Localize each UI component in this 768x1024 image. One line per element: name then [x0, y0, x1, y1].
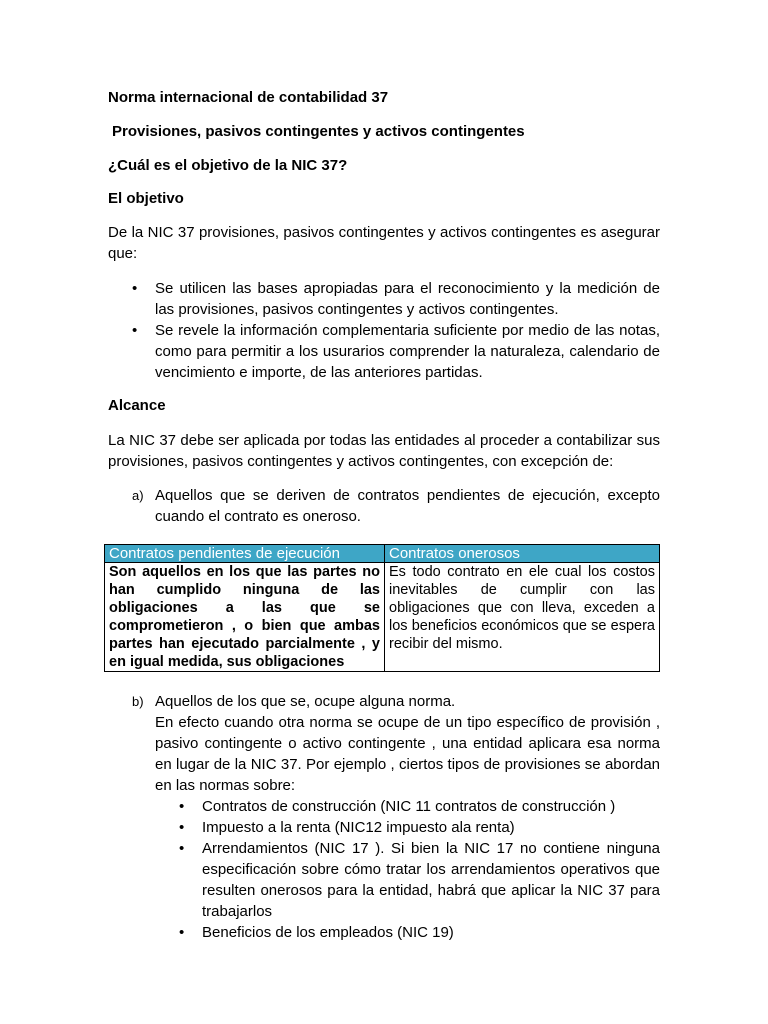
item-b-paragraph: En efecto cuando otra norma se ocupe de un tipo específico de provisión , pasivo contingente o activo contingente , una entidad aplicara esa norma en lugar de la NIC 37. Por ejemplo , ciertos tipos de provisiones se abordan en las normas sobre: — [155, 714, 660, 794]
scope-heading: Alcance — [108, 397, 166, 414]
list-item: • Impuesto a la renta (NIC12 impuesto ala renta) — [202, 817, 660, 838]
table-header-row — [105, 545, 660, 563]
table-cell: Es todo contrato en ele cual los costos inevitables de cumplir con las obligaciones que con lleva, exceden a los beneficios económicos que se espera recibir del mismo. — [385, 563, 660, 672]
contracts-table — [104, 544, 660, 672]
list-item: • Se revele la información complementaria suficiente por medio de las notas, como para permitir a los usurarios comprender la naturaleza, calendario de vencimiento e importe, de las anteriores partidas. — [155, 320, 660, 383]
list-item: • Contratos de construcción (NIC 11 contratos de construcción ) — [202, 796, 660, 817]
item-a-text: Aquellos que se deriven de contratos pendientes de ejecución, excepto cuando el contrato es oneroso. — [155, 487, 660, 525]
list-item: • Arrendamientos (NIC 17 ). Si bien la NIC 17 no contiene ninguna especificación sobre cómo tratar los arrendamientos operativos que resulten onerosos para la entidad, habrá que aplicar la NIC 37 para trabajarlos — [202, 838, 660, 922]
objective-bullet-list — [108, 278, 660, 383]
objective-paragraph: De la NIC 37 provisiones, pasivos contingentes y activos contingentes es asegurar que: — [108, 224, 660, 262]
item-a — [108, 485, 660, 527]
item-b-marker: b) — [132, 694, 144, 709]
list-item: • Se utilicen las bases apropiadas para el reconocimiento y la medición de las provisiones, pasivos contingentes y activos contingentes. — [155, 278, 660, 320]
document-page — [108, 88, 660, 943]
table-cell: Son aquellos en los que las partes no han cumplido ninguna de las obligaciones a las que se comprometieron , o bien que ambas partes han ejecutado parcialmente , y en igual medida, sus obligaciones — [105, 563, 385, 672]
document-subtitle: Provisiones, pasivos contingentes y activos contingentes — [112, 123, 525, 140]
item-b — [108, 691, 660, 943]
item-a-marker: a) — [132, 488, 144, 503]
item-b-title: Aquellos de los que se, ocupe alguna norma. — [155, 693, 456, 710]
table-row — [105, 563, 660, 672]
scope-paragraph: La NIC 37 debe ser aplicada por todas las entidades al proceder a contabilizar sus provisiones, pasivos contingentes y activos contingentes, con excepción de: — [108, 432, 660, 470]
norm-bullet-list — [155, 796, 660, 943]
objective-heading: El objetivo — [108, 190, 184, 207]
document-title: Norma internacional de contabilidad 37 — [108, 89, 389, 106]
table-header-cell: Contratos pendientes de ejecución — [105, 545, 385, 563]
list-item: • Beneficios de los empleados (NIC 19) — [202, 922, 660, 943]
objective-question: ¿Cuál es el objetivo de la NIC 37? — [108, 157, 348, 174]
table-header-cell: Contratos onerosos — [385, 545, 660, 563]
